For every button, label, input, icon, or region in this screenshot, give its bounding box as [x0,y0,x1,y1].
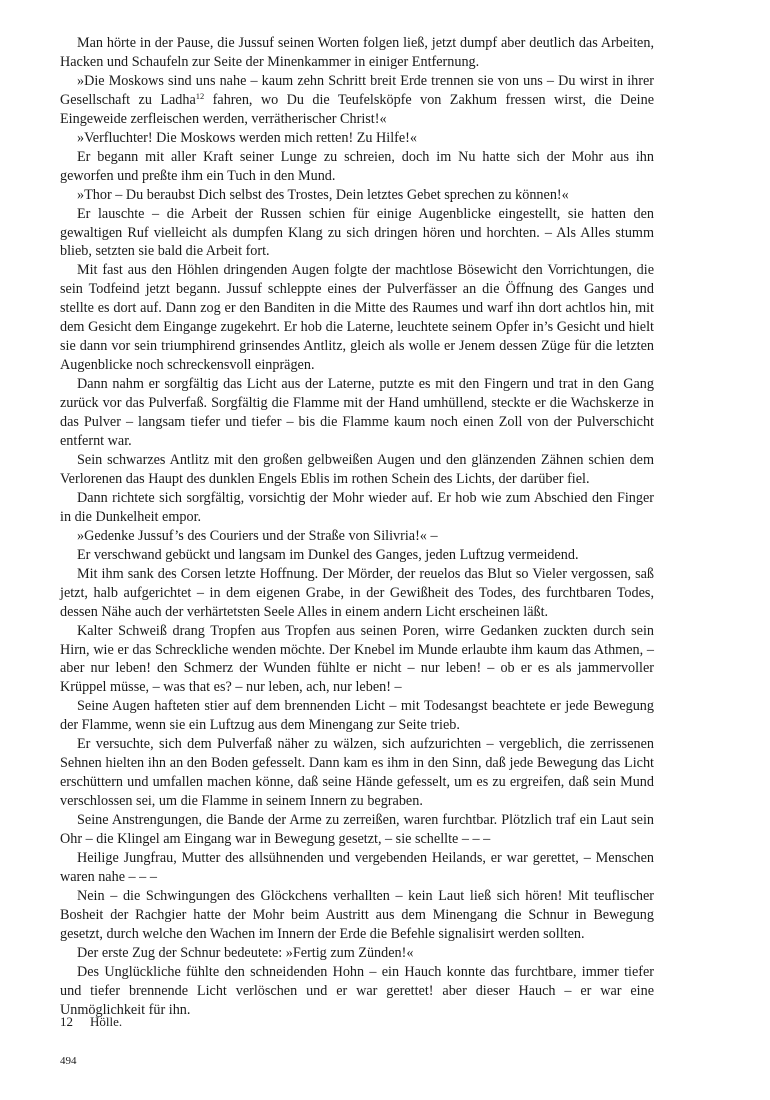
paragraph: Des Unglückliche fühlte den schneidenden Hohn – ein Hauch konnte das furchtbare, immer tiefer und tiefer brennende Licht verlöschen und er war gerettet! aber dieser Hauch – er war eine Unmöglichkeit für ihn. [60,963,654,1018]
paragraph: Er begann mit aller Kraft seiner Lunge zu schreien, doch im Nu hatte sich der Mohr aus ihn geworfen und preßte ihm ein Tuch in den Mund. [60,148,654,184]
paragraph: Kalter Schweiß drang Tropfen aus Tropfen aus seinen Poren, wirre Gedanken zuckten durch sein Hirn, wie er das Schreckliche wenden möchte. Der Knebel im Munde erlaubte ihm kaum das Athmen, – aber nur leben! den Schmerz der Wunden fühlte er nicht – nur leben! – ob er es als jammervoller Krüppel müsse, – was that es? – nur leben, ach, nur leben! – [60,622,654,696]
footnote-marker: 12 [195,90,205,101]
paragraph: Man hörte in der Pause, die Jussuf seinen Worten folgen ließ, jetzt dumpf aber deutlich das Arbeiten, Hacken und Schaufeln zur Seite der Minenkammer in einiger Entfernung. [60,35,654,70]
paragraph-text: fahren, wo Du die Teufelsköpfe von Zakhum fressen wirst, die Deine Eingeweide zerfleischen werden, verrätherischer Christ!« [60,91,654,127]
paragraph: Sein schwarzes Antlitz mit den großen gelbweißen Augen und den glänzenden Zähnen schien dem Verlorenen das Haupt des dunklen Engels Eblis im rothen Schein des Lichts, der darüber fiel. [60,451,654,487]
paragraph [60,72,654,129]
paragraph: Dann richtete sich sorgfältig, vorsichtig der Mohr wieder auf. Er hob wie zum Abschied den Finger in die Dunkelheit empor. [60,489,654,525]
footnote-number: 12 [60,1014,73,1029]
footnote-text: Hölle. [90,1014,123,1029]
main-text [60,34,654,1020]
paragraph: Er verschwand gebückt und langsam im Dunkel des Ganges, jeden Luftzug vermeidend. [77,546,579,563]
paragraph: Mit ihm sank des Corsen letzte Hoffnung. Der Mörder, der reuelos das Blut so Vieler vergossen, saß jetzt, halb aufgerichtet – in dem eigenen Grabe, in der Gewißheit des Todes, des furchtbaren Todes, dessen Nähe auch der verhärtetsten Seele Alles in einem andern Licht erscheinen läßt. [60,565,654,620]
paragraph: Heilige Jungfrau, Mutter des allsühnenden und vergebenden Heilands, er war gerettet, – Menschen waren nahe – – – [60,849,654,885]
paragraph: »Thor – Du beraubst Dich selbst des Trostes, Dein letztes Gebet sprechen zu können!« [77,186,569,203]
paragraph: Seine Augen hafteten stier auf dem brennenden Licht – mit Todesangst beachtete er jede Bewegung der Flamme, wenn sie ein Luftzug aus dem Minengang zur Seite trieb. [60,698,654,734]
paragraph: Er lauschte – die Arbeit der Russen schien für einige Augenblicke eingestellt, sie hatten den gewaltigen Ruf vielleicht als dumpfen Klang zu sich dringen hören und horchten. – Als Alles stumm blieb, setzten sie bald die Arbeit fort. [60,205,654,260]
paragraph: Seine Anstrengungen, die Bande der Arme zu zerreißen, waren furchtbar. Plötzlich traf ein Laut sein Ohr – die Klingel am Eingang war in Bewegung gesetzt, – sie schellte – – – [60,812,654,848]
paragraph: »Gedenke Jussuf’s des Couriers und der Straße von Silivria!« – [77,527,438,544]
paragraph: Er versuchte, sich dem Pulverfaß näher zu wälzen, sich aufzurichten – vergeblich, die zerrissenen Sehnen hielten ihn an den Boden gefesselt. Dann kam es ihm in den Sinn, daß jede Bewegung das Licht erschüttern und umfallen machen könne, daß seine Hände gefesselt, um es zu ergreifen, daß sein Mund verschlossen sei, um die Flamme in seinem Innern zu begraben. [60,736,654,810]
paragraph: Nein – die Schwingungen des Glöckchens verhallten – kein Laut ließ sich hören! Mit teuflischer Bosheit der Rachgier hatte der Mohr beim Austritt aus dem Minengang die Schnur in Bewegung gesetzt, durch welche den Wachen im Innern der Erde die Befehle signalisirt werden sollten. [60,887,654,942]
footnote [60,1013,654,1030]
paragraph: Dann nahm er sorgfältig das Licht aus der Laterne, putzte es mit den Fingern und trat in den Gang zurück vor das Pulverfaß. Sorgfältig die Flamme mit der Hand umhüllend, steckte er die Wachskerze in das Pulver – langsam tiefer und tiefer – bis die Flamme kaum noch einen Zoll von der Pulverschicht entfernt war. [60,376,654,450]
page-number: 494 [60,1055,77,1067]
paragraph: »Verfluchter! Die Moskows werden mich retten! Zu Hilfe!« [77,129,417,146]
paragraph: Der erste Zug der Schnur bedeutete: »Fertig zum Zünden!« [77,944,414,961]
paragraph: Mit fast aus den Höhlen dringenden Augen folgte der machtlose Bösewicht den Vorrichtungen, die sein Todfeind jetzt begann. Jussuf schleppte eines der Pulverfässer an die Öffnung des Ganges und stellte es dort auf. Dann zog er den Banditen in die Mitte des Raumes und warf ihn dort achtlos hin, mit dem Gesicht dem Eingange zugekehrt. Er hob die Laterne, leuchtete seinem Opfer in’s Gesicht und hielt sie dann vor sein triumphirend grinsendes Antlitz, gleich als wolle er Jenem dessen Züge für die letzten Augenblicke noch schreckensvoll einprägen. [60,262,654,374]
paragraph-text: »Die Moskows sind uns nahe – kaum zehn Schritt breit Erde trennen sie von uns – Du wirst in ihrer Gesellschaft zu Ladha [60,72,654,108]
